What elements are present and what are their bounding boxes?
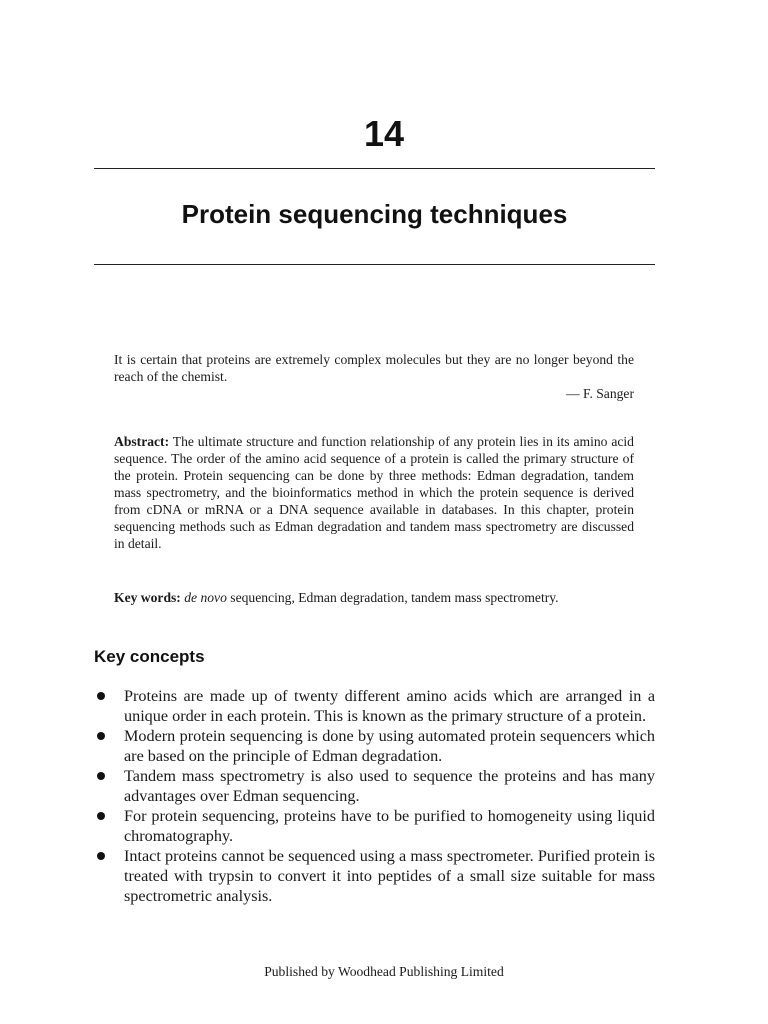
epigraph-attribution: — F. Sanger: [565, 386, 634, 401]
bullet-icon: [97, 732, 105, 740]
epigraph-quote: It is certain that proteins are extremely complex molecules but they are no longer beyond the reach of the chemist.: [114, 352, 634, 384]
list-item-text: Proteins are made up of twenty different amino acids which are arranged in a unique order in each protein. This is known as the primary structure of a protein.: [124, 687, 655, 725]
list-item: [94, 766, 655, 806]
abstract: [114, 433, 634, 552]
keywords-italic-term: de novo: [184, 590, 227, 605]
abstract-text: The ultimate structure and function relationship of any protein lies in its amino acid sequence. The order of the amino acid sequence of a protein is called the primary structure of the protein. Protein sequencing can be done by three methods: Edman degradation, tandem mass spectrometry, and the bioinformatics method in which the protein sequence is derived from cDNA or mRNA or a DNA sequence available in databases. In this chapter, protein sequencing methods such as Edman degradation and tandem mass spectrometry are discussed in detail.: [114, 434, 634, 551]
list-item: [94, 686, 655, 726]
list-item: [94, 726, 655, 766]
top-rule: [94, 168, 655, 169]
bullet-icon: [97, 772, 105, 780]
bullet-icon: [97, 852, 105, 860]
list-item-text: For protein sequencing, proteins have to be purified to homogeneity using liquid chromatography.: [124, 807, 655, 845]
chapter-number: 14: [363, 113, 405, 154]
list-item-text: Intact proteins cannot be sequenced using a mass spectrometer. Purified protein is treated with trypsin to convert it into peptides of a small size suitable for mass spectrometric analysis.: [124, 847, 655, 905]
keywords-rest: sequencing, Edman degradation, tandem mass spectrometry.: [230, 590, 559, 605]
bottom-rule: [94, 264, 655, 265]
keywords-label: Key words:: [114, 590, 181, 605]
key-concepts-list: [94, 686, 655, 906]
key-concepts-heading: Key concepts: [94, 647, 205, 666]
list-item-text: Tandem mass spectrometry is also used to sequence the proteins and has many advantages over Edman sequencing.: [124, 767, 655, 805]
epigraph: [114, 351, 634, 402]
publisher-footer: Published by Woodhead Publishing Limited: [264, 964, 504, 979]
list-item-text: Modern protein sequencing is done by using automated protein sequencers which are based on the principle of Edman degradation.: [124, 727, 655, 765]
list-item: [94, 846, 655, 906]
list-item: [94, 806, 655, 846]
keywords: [114, 589, 639, 606]
abstract-label: Abstract:: [114, 434, 170, 449]
bullet-icon: [97, 692, 105, 700]
bullet-icon: [97, 812, 105, 820]
chapter-title: Protein sequencing techniques: [181, 199, 568, 229]
